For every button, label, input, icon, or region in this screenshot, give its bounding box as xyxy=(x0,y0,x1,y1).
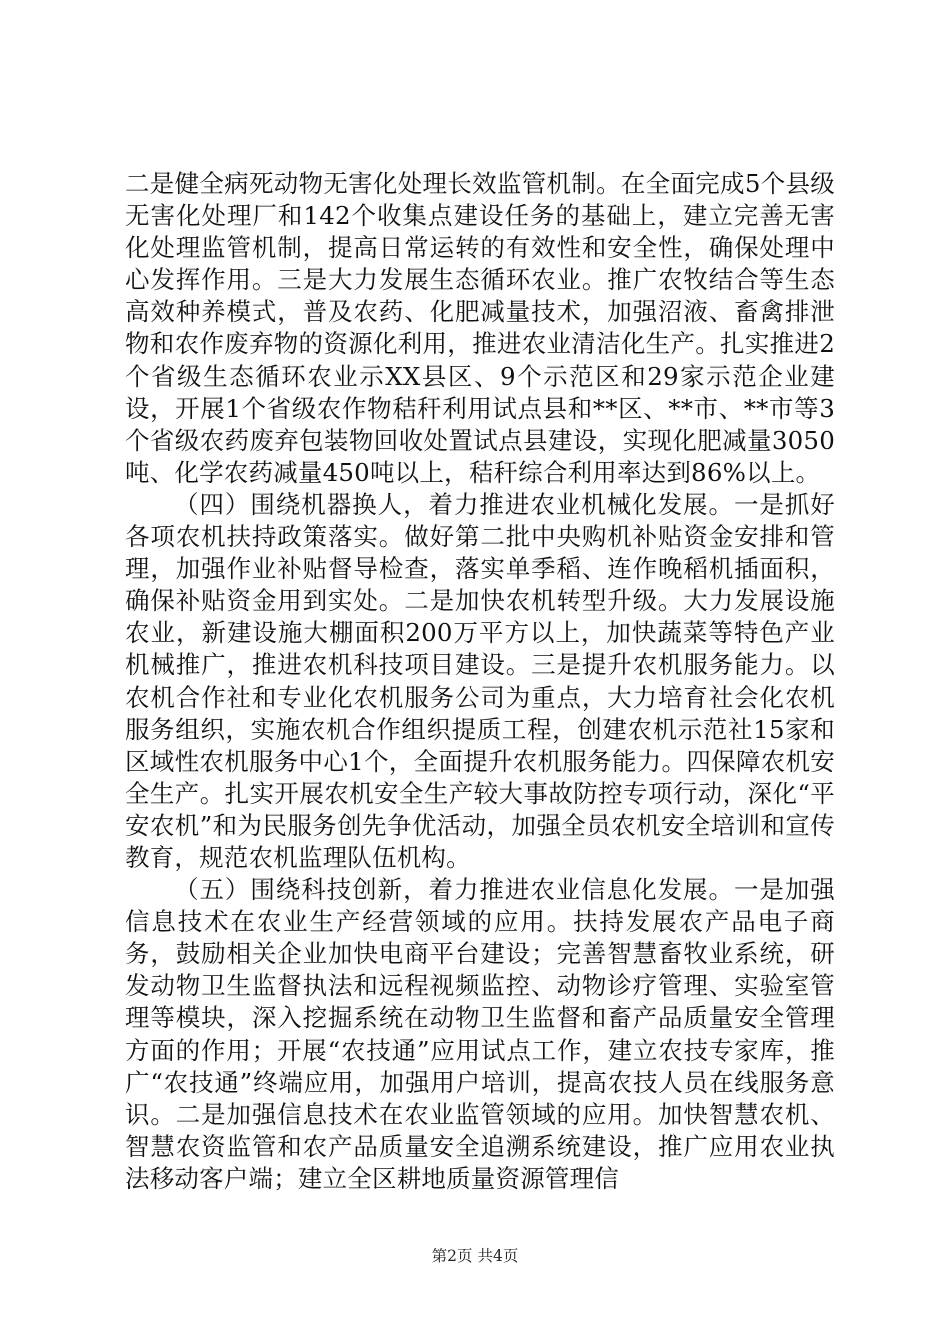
paragraph-continuation: 二是健全病死动物无害化处理长效监管机制。在全面完成5个县级无害化处理厂和142个收集点建设任务的基础上，建立完善无害化处理监管机制，提高日常运转的有效性和安全性，确保处理中心发挥作用。三是大力发展生态循环农业。推广农牧结合等生态高效种养模式，普及农药、化肥减量技术，加强沼液、畜禽排泄物和农作废弃物的资源化利用，推进农业清洁化生产。扎实推进2个省级生态循环农业示XX县区、9个示范区和29家示范企业建设，开展1个省级农作物秸秆利用试点县和**区、**市、**市等3个省级农药废弃包装物回收处置试点县建设，实现化肥减量3050吨、化学农药减量450吨以上，秸秆综合利用率达到86%以上。 xyxy=(125,169,835,487)
page-footer xyxy=(0,1246,950,1266)
page-number: 第2页 共4页 xyxy=(431,1247,519,1265)
document-body xyxy=(125,168,835,1195)
paragraph-section-4: （四）围绕机器换人，着力推进农业机械化发展。一是抓好各项农机扶持政策落实。做好第二批中央购机补贴资金安排和管理，加强作业补贴督导检查，落实单季稻、连作晚稻机插面积，确保补贴资金用到实处。二是加快农机转型升级。大力发展设施农业，新建设施大棚面积200万平方以上，加快蔬菜等特色产业机械推广，推进农机科技项目建设。三是提升农机服务能力。以农机合作社和专业化农机服务公司为重点，大力培育社会化农机服务组织，实施农机合作组织提质工程，创建农机示范社15家和区域性农机服务中心1个，全面提升农机服务能力。四保障农机安全生产。扎实开展农机安全生产较大事故防控专项行动，深化“平安农机”和为民服务创先争优活动，加强全员农机安全培训和宣传教育，规范农机监理队伍机构。 xyxy=(125,489,835,872)
paragraph-section-5: （五）围绕科技创新，着力推进农业信息化发展。一是加强信息技术在农业生产经营领域的应用。扶持发展农产品电子商务，鼓励相关企业加快电商平台建设；完善智慧畜牧业系统，研发动物卫生监督执法和远程视频监控、动物诊疗管理、实验室管理等模块，深入挖掘系统在动物卫生监督和畜产品质量安全管理方面的作用；开展“农技通”应用试点工作，建立农技专家库，推广“农技通”终端应用，加强用户培训，提高农技人员在线服务意识。二是加强信息技术在农业监管领域的应用。加快智慧农机、智慧农资监管和农产品质量安全追溯系统建设，推广应用农业执法移动客户端；建立全区耕地质量资源管理信 xyxy=(125,875,835,1193)
